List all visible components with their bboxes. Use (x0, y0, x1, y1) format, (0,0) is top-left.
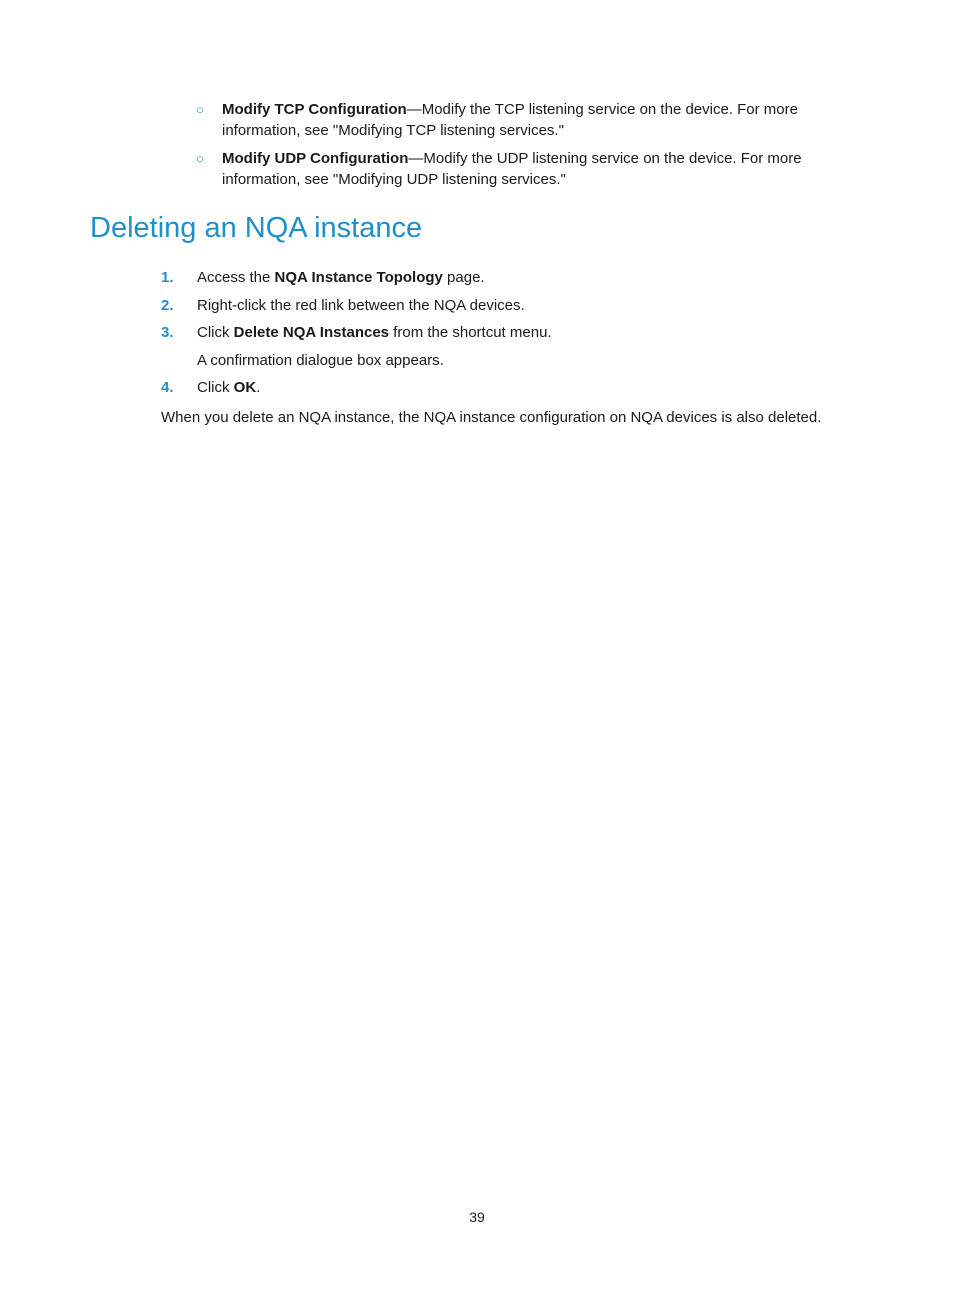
step-list (161, 267, 861, 405)
sub-bullet-text: —Modify the TCP listening service on the device. For more information, see "Modifying TCP listening services." (222, 101, 798, 139)
sub-bullet-term: Modify TCP Configuration (222, 101, 407, 118)
step-3 (161, 322, 861, 344)
step-2 (161, 295, 861, 317)
circle-bullet-icon: ○ (196, 102, 204, 117)
sub-bullet-text: —Modify the UDP listening service on the device. For more information, see "Modifying UDP listening services." (222, 150, 802, 188)
step-text-post: . (256, 379, 261, 396)
step-text: Right-click the red link between the NQA devices. (197, 296, 525, 314)
body-paragraph: When you delete an NQA instance, the NQA instance configuration on NQA devices is also deleted. (161, 409, 822, 426)
step-text-pre: Access the (197, 269, 275, 286)
section-heading: Deleting an NQA instance (90, 212, 423, 244)
page-number: 39 (469, 1209, 485, 1225)
step-term: NQA Instance Topology (274, 269, 443, 286)
step-term: Delete NQA Instances (233, 324, 390, 341)
step-text-pre: Click (197, 379, 234, 396)
circle-bullet-icon: ○ (196, 151, 204, 166)
step-term: OK (233, 379, 257, 396)
step-1 (161, 267, 861, 289)
step-number: 3. (161, 324, 174, 341)
step-4 (161, 377, 861, 399)
step-number: 4. (161, 379, 174, 396)
sub-bullet-tcp (196, 99, 836, 141)
step-3-note: A confirmation dialogue box appears. (197, 351, 444, 369)
step-text-post: from the shortcut menu. (389, 324, 552, 341)
step-number: 2. (161, 296, 174, 314)
sub-bullet-term: Modify UDP Configuration (222, 150, 409, 167)
sub-bullet-list (196, 99, 836, 197)
step-text-post: page. (442, 269, 485, 286)
step-text-pre: Click (197, 324, 234, 341)
sub-bullet-udp (196, 148, 836, 190)
step-number: 1. (161, 269, 174, 286)
